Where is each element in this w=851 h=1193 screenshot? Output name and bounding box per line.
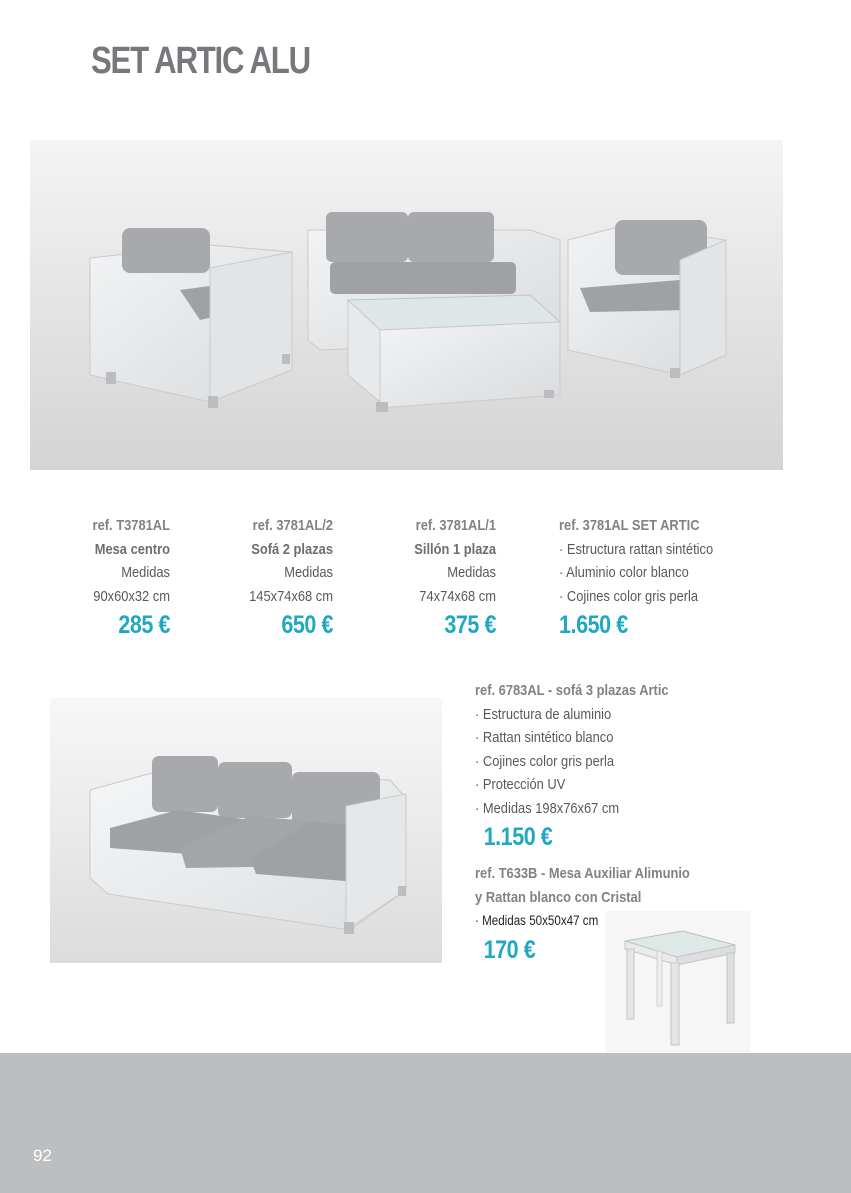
side-table-ref: y Rattan blanco con Cristal (475, 888, 642, 906)
set-photo (30, 140, 783, 470)
sofa3-price: 1.150 € (483, 823, 553, 851)
footer-band (0, 1053, 851, 1193)
sofa3-feature: · Rattan sintético blanco (475, 729, 614, 746)
sofa3-feature: · Estructura de aluminio (475, 705, 612, 723)
page-title: SET ARTIC ALU (91, 40, 310, 82)
product-sofa-2-plazas (213, 514, 333, 642)
product-sillon-1-plaza (376, 514, 496, 642)
product-price: 650 € (281, 611, 333, 639)
set-ref: ref. 3781AL SET ARTIC (559, 517, 700, 534)
set-summary (559, 514, 799, 642)
product-sofa-3-plazas (475, 679, 805, 854)
side-table-photo (605, 911, 750, 1054)
sofa3-feature: · Medidas 198x76x67 cm (475, 799, 620, 817)
product-dimensions: 145x74x68 cm (249, 587, 333, 605)
product-ref: ref. 3781AL/1 (415, 517, 496, 534)
sofa3-photo (50, 698, 442, 963)
product-name: Sillón 1 plaza (414, 540, 496, 558)
page-number: 92 (33, 1146, 52, 1165)
side-table-price: 170 € (483, 935, 536, 964)
product-name: Mesa centro (94, 540, 170, 558)
product-price: 285 € (118, 611, 170, 639)
sofa3-feature: · Protección UV (475, 776, 566, 793)
product-measure-label: Medidas (121, 564, 170, 581)
product-measure-label: Medidas (284, 564, 333, 581)
set-price: 1.650 € (559, 611, 628, 639)
product-ref: ref. T3781AL (92, 517, 170, 534)
product-dimensions: 90x60x32 cm (93, 587, 170, 605)
sofa3-ref: ref. 6783AL - sofá 3 plazas Artic (475, 682, 669, 699)
product-ref: ref. 3781AL/2 (252, 517, 333, 534)
sofa3-feature: · Cojines color gris perla (475, 752, 615, 770)
product-price: 375 € (444, 611, 496, 639)
product-measure-label: Medidas (447, 564, 496, 581)
side-table-ref: ref. T633B - Mesa Auxiliar Alimunio (475, 865, 690, 882)
side-table-feature: · Medidas 50x50x47 cm (475, 913, 599, 928)
set-feature: · Aluminio color blanco (559, 564, 689, 581)
product-name: Sofá 2 plazas (251, 540, 333, 558)
set-feature: · Estructura rattan sintético (559, 540, 714, 558)
product-mesa-centro (60, 514, 170, 642)
product-dimensions: 74x74x68 cm (419, 587, 496, 605)
set-feature: · Cojines color gris perla (559, 587, 699, 605)
